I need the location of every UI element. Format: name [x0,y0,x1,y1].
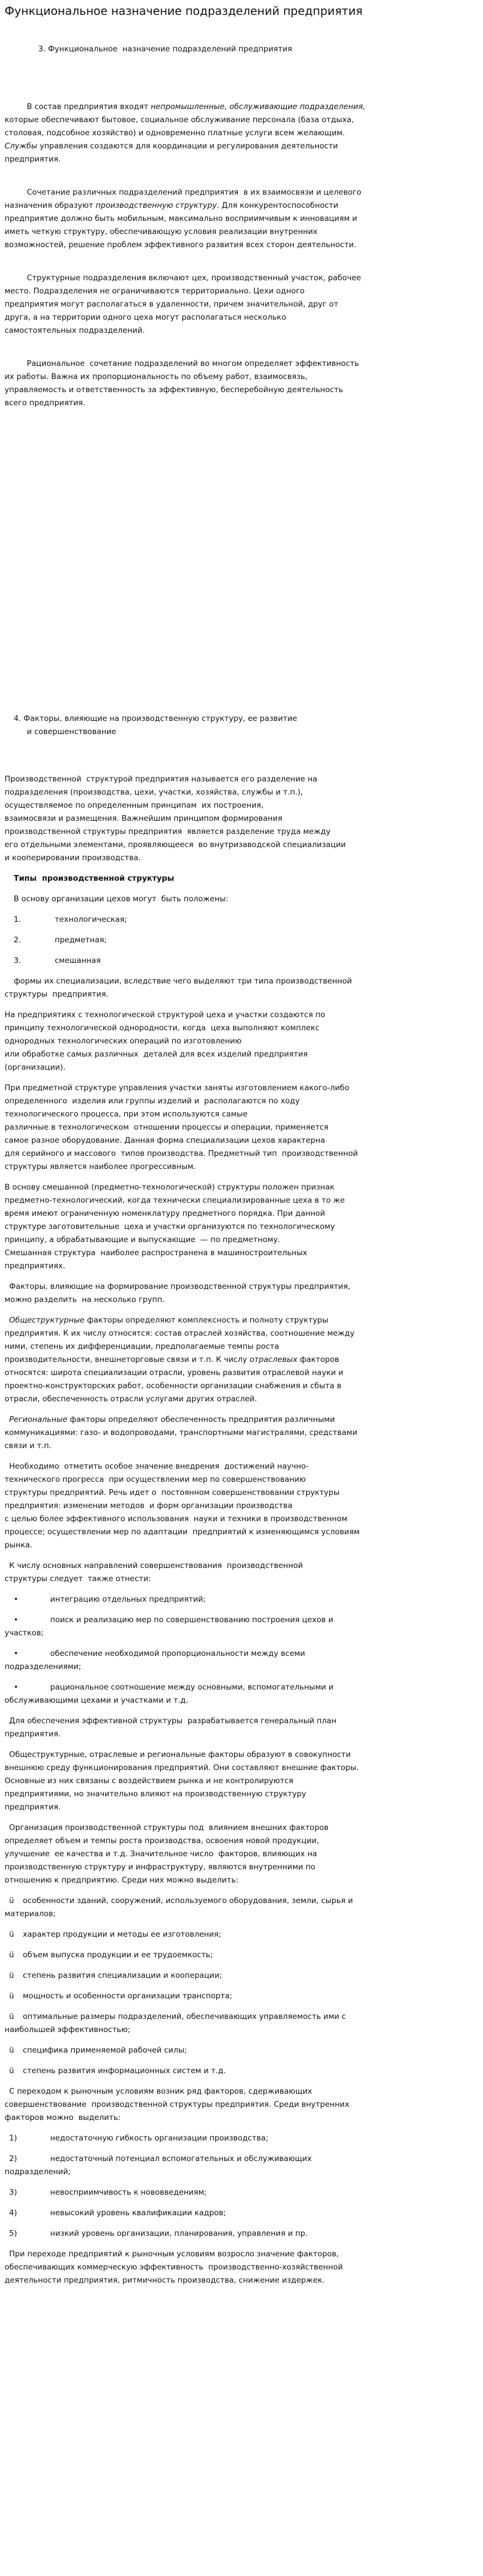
p16-line-1: Общеструктурные, отраслевые и региональные факторы образуют в совокупности [9,1750,351,1759]
p13-line-1: Необходимо отметить особое значение внедрения достижений научно- [9,1462,309,1471]
p9-line-1: В основу смешанной (предметно-технологической) структуры положен признак [5,1183,335,1192]
page-title: Функциональное назначение подразделений предприятия [5,4,363,18]
p8-line-3: технологического процесса, при этом используются самые [5,1110,248,1119]
p7-line-2: принципу технологической однородности, когда цеха выполняют комплекс [5,1023,320,1033]
factor-item-8: степень развития информационных систем и т.д. [23,2066,226,2075]
dir-item-2-line-1: поиск и реализацию мер по совершенствованию построения цехов и [50,1615,334,1624]
p8-line-4: различные в технологическом отношении процессы и операции, применяется [5,1123,329,1132]
p8-line-7: структуры является наиболее прогрессивным. [5,1162,196,1171]
p13-line-2: технического прогресса при осуществлении мер по совершенствованию [5,1475,306,1484]
p13-line-5: с целью более эффективного использования науки и техники в производственном [5,1514,348,1523]
p6-line-1: формы их специализации, вследствие чего выделяют три типа производственной [14,977,352,986]
p19-line-1: При переходе предприятий к рыночным условиям возросло значение факторов, [9,2250,339,2259]
p8-line-5: самое разное оборудование. Данная форма специализации цехов характерна [5,1136,326,1145]
p5-line-5: производственной структуры предприятия является разделение труда между [5,827,331,836]
bullet-icon: • [14,1615,18,1624]
p17-line-5: отношению к предприятию. Среди них можно выделить: [5,1876,239,1885]
check-icon: ü [9,2012,14,2021]
p16-line-4: предприятиями, но значительно влияют на производственную структуру [5,1789,306,1799]
p10-line-1: Факторы, влияющие на формирование производственной структуры предприятия, [9,1282,351,1291]
p15-line-2: предприятия. [5,1730,61,1739]
factor-item-5: мощность и особенности организации транспорта; [23,1992,233,2001]
p17-line-3: улучшение ее качества и т.д. Значительное число факторов, влияющих на [5,1849,318,1859]
bullet-icon: • [14,1683,18,1692]
p17-line-2: определяет объем и темпы роста производства, освоения новой продукции, [5,1836,319,1845]
section-4-heading-line-1: 4. Факторы, влияющие на производственную структуру, ее развитие [14,714,298,723]
p1-line-1: В состав предприятия входят непромышленные, обслуживающие подразделения, [27,102,366,111]
p11-line-5: относятся: широта специализации отрасли, уровень развития отраслевой науки и [5,1368,344,1377]
list-number: 1. [14,915,21,924]
obstacle-item-2-line-2: подразделений; [5,2167,71,2176]
p11-line-4: производительности, внешнеторговые связи и т.п. К числу отраслевых факторов [5,1355,339,1364]
obstacle-item-4: невысокий уровень квалификации кадров; [50,2208,226,2218]
list-number: 5) [9,2229,17,2238]
p8-line-2: определенного изделия или группы изделий и располагаются по ходу [5,1096,300,1106]
p17-line-4: производственную структуру и инфраструктуру, являются внутренними по [5,1863,315,1872]
check-icon: ü [9,1992,14,2001]
p9-line-2: предметно-технологический, когда технически специализированные цеха в то же [5,1196,345,1205]
p9-line-7: предприятиях. [5,1261,66,1271]
p2-line-2: назначения образуют производственную структуру. Для конкурентоспособности [5,201,339,210]
p8-line-1: При предметной структуре управления участки заняты изготовлением какого-либо [5,1083,350,1093]
p18-line-1: С переходом к рыночным условиям возник ряд факторов, сдерживающих [9,2087,312,2096]
check-icon: ü [9,1930,14,1939]
p3-line-4: друга, а на территории одного цеха могут располагаться несколько [5,313,286,322]
p13-line-4: предприятия: изменении методов и форм организации производства [5,1501,293,1510]
factor-item-2: характер продукции и методы ее изготовления; [23,1930,221,1939]
types-item-1-text: технологическая; [55,915,127,924]
check-icon: ü [9,2046,14,2055]
dir-item-4-line-2: обслуживающими цехами и участками и т.д. [5,1696,189,1705]
p11-line-6: проектно-конструкторских работ, особенности организации снабжения и сбыта в [5,1381,342,1390]
p2-line-5: возможностей, решение проблем эффективного развития всех сторон деятельности. [5,240,356,249]
p5-line-4: взаимосвязи и размещения. Важнейшим принципом формирования [5,814,283,823]
obstacle-item-3: невосприимчивость к нововведениям; [50,2188,207,2197]
dir-item-4-line-1: рациональное соотношение между основными, вспомогательными и [50,1683,334,1692]
p17-line-1: Организация производственной структуры под влиянием внешних факторов [9,1823,329,1832]
p5-line-1: Производственной структурой предприятия называется его разделение на [5,775,318,784]
p9-line-5: принципу, а обрабатывающие и выпускающие — по предметному. [5,1235,281,1244]
factor-item-1-line-2: материалов; [5,1909,56,1918]
p18-line-3: факторов можно выделить: [5,2113,121,2122]
check-icon: ü [9,1896,14,1905]
list-number: 2) [9,2154,17,2163]
p6-line-2: структуры предприятия. [5,990,109,999]
p13-line-7: рынка. [5,1541,33,1550]
types-item-2 [14,936,21,945]
p9-line-6: Смешанная структура наиболее распространена в машиностроительных [5,1248,307,1257]
factor-item-3: объем выпуска продукции и ее трудоемкость; [23,1950,213,1960]
p16-line-3: Основные из них связаны с воздействием рынка и не контролируются [5,1776,294,1785]
list-number: 3. [14,956,21,965]
p11-line-3: ними, степень их дифференциации, предполагаемые темпы роста [5,1342,279,1351]
types-heading: Типы производственной структуры [14,874,174,883]
p15-line-1: Для обеспечения эффективной структуры разрабатывается генеральный план [9,1716,336,1726]
p18-line-2: совершенствование производственной структуры предприятия. Среди внутренних [5,2100,350,2109]
obstacle-item-2-line-1: недостаточный потенциал вспомогательных и обслуживающих [50,2154,312,2163]
list-number: 2. [14,936,21,945]
p10-line-2: можно разделить на несколько групп. [5,1295,165,1304]
p5-line-7: и кооперировании производства. [5,853,141,862]
p1-line-5: предприятия. [5,155,61,164]
p4-line-1: Рациональное сочетание подразделений во многом определяет эффективность [27,359,359,368]
p14-line-2: структуры следует также отнести: [5,1574,151,1583]
p4-line-2: их работы. Важна их пропорциональность по объему работ, взаимосвязь, [5,372,308,381]
p1-line-4: Службы управления создаются для координации и регулирования деятельности [5,142,338,151]
factor-item-1-line-1: особенности зданий, сооружений, используемого оборудования, земли, сырья и [23,1896,353,1905]
p16-line-2: внешнюю среду функционирования предприятий. Они составляют внешние факторы. [5,1763,359,1772]
factor-item-6-line-2: наибольшей эффективностью; [5,2025,131,2034]
p3-line-5: самостоятельных подразделений. [5,326,145,335]
p11-line-2: предприятия. К их числу относятся: состав отраслей хозяйства, соотношение между [5,1329,355,1338]
p13-line-6: процессе; осуществлении мер по адаптации предприятий к изменяющимся условиям [5,1527,360,1537]
p2-line-1: Сочетание различных подразделений предприятия в их взаимосвязи и целевого [27,188,362,197]
check-icon: ü [9,2066,14,2075]
p11-line-7: отрасли, обеспеченность отрасли услугами других отраслей. [5,1394,257,1404]
p1-line-2: которые обеспечивают бытовое, социальное обслуживание персонала (база отдыха, [5,115,354,124]
p4-line-3: управляемость и ответственность за эффективную, бесперебойную деятельность [5,385,343,394]
p19-line-2: обеспечивающих коммерческую эффективность производственно-хозяйственной [5,2263,343,2272]
bullet-icon: • [14,1595,18,1604]
p9-line-4: структуре заготовительные цеха и участки организуются по технологическому [5,1222,335,1231]
p12-line-1: Региональные факторы определяют обеспеченность предприятия различными [9,1415,335,1424]
p5-line-3: осуществляемое по определенным принципам их построения, [5,801,264,810]
p16-line-5: предприятия. [5,1803,61,1812]
p4-line-4: всего предприятия. [5,398,86,408]
p13-line-3: структуры предприятий. Речь идет о постоянном совершенствовании структуры [5,1488,340,1497]
p7-line-3: однородных технологических операций по изготовлению [5,1037,242,1046]
p3-line-3: предприятия могут располагаться в удаленности, причем значительной, друг от [5,300,339,309]
factor-item-7: специфика применяемой рабочей силы; [23,2046,187,2055]
p7-line-4: или обработке самых различных деталей для всех изделий предприятия [5,1050,308,1059]
p7-line-5: (организации). [5,1063,66,1072]
obstacle-item-5: низкий уровень организации, планирования, управления и пр. [50,2229,308,2238]
p12-line-2: коммуникациями: газо- и водопроводами, транспортными магистралями, средствами [5,1428,358,1437]
obstacle-item-1: недостаточную гибкость организации производства; [50,2134,269,2143]
p5-line-6: его отдельными элементами, проявляющееся во внутризаводской специализации [5,840,346,849]
types-item-3 [14,957,21,966]
dir-item-2-line-2: участков; [5,1628,44,1638]
factor-item-6-line-1: оптимальные размеры подразделений, обеспечивающих управляемость ими с [23,2012,346,2021]
list-number: 4) [9,2208,17,2218]
p2-line-3: предприятие должно быть мобильным, максимально восприимчивым к инновациям и [5,214,358,223]
section-3-heading: 3. Функциональное назначение подразделений предприятия [38,45,293,54]
types-item-3-text: смешанная [55,956,101,965]
section-4-heading-line-2: и совершенствование [27,727,116,736]
dir-item-1: интеграцию отдельных предприятий; [50,1595,206,1604]
dir-item-3-line-1: обеспечение необходимой пропорциональности между всеми [50,1649,306,1658]
check-icon: ü [9,1971,14,1980]
p1-line-3: столовая, подсобное хозяйство) и одновременно платные услуги всем желающим. [5,128,345,138]
p8-line-6: для серийного и массового типов производства. Предметный тип производственной [5,1149,358,1158]
bullet-icon: • [14,1649,18,1658]
p19-line-3: деятельности предприятия, ритмичность производства, снижение издержек. [5,2276,325,2285]
p2-line-4: иметь четкую структуру, обеспечивающую условия реализации внутренних [5,227,318,236]
list-number: 1) [9,2134,17,2143]
p11-line-1: Общеструктурные факторы определяют комплексность и полноту структуры [9,1316,328,1325]
dir-item-3-line-2: подразделениями; [5,1662,82,1671]
p3-line-2: место. Подразделения не ограничиваются территориально. Цехи одного [5,287,305,296]
p9-line-3: время имеют ограниченную номенклатуру предметного порядка. При данной [5,1209,326,1218]
p12-line-3: связи и т.п. [5,1441,52,1450]
p7-line-1: На предприятиях с технологической структурой цеха и участки создаются по [5,1010,326,1019]
p14-line-1: К числу основных направлений совершенствования производственной [9,1561,303,1570]
p3-line-1: Структурные подразделения включают цех, производственный участок, рабочее [27,273,362,283]
factor-item-4: степень развития специализации и кооперации; [23,1971,222,1980]
list-number: 3) [9,2188,17,2197]
types-item-2-text: предметная; [55,936,107,945]
types-item-1 [14,916,21,925]
check-icon: ü [9,1950,14,1960]
p5-line-2: подразделения (производства, цехи, участки, хозяйства, службы и т.п.), [5,788,303,797]
types-intro: В основу организации цехов могут быть положены: [14,894,229,904]
